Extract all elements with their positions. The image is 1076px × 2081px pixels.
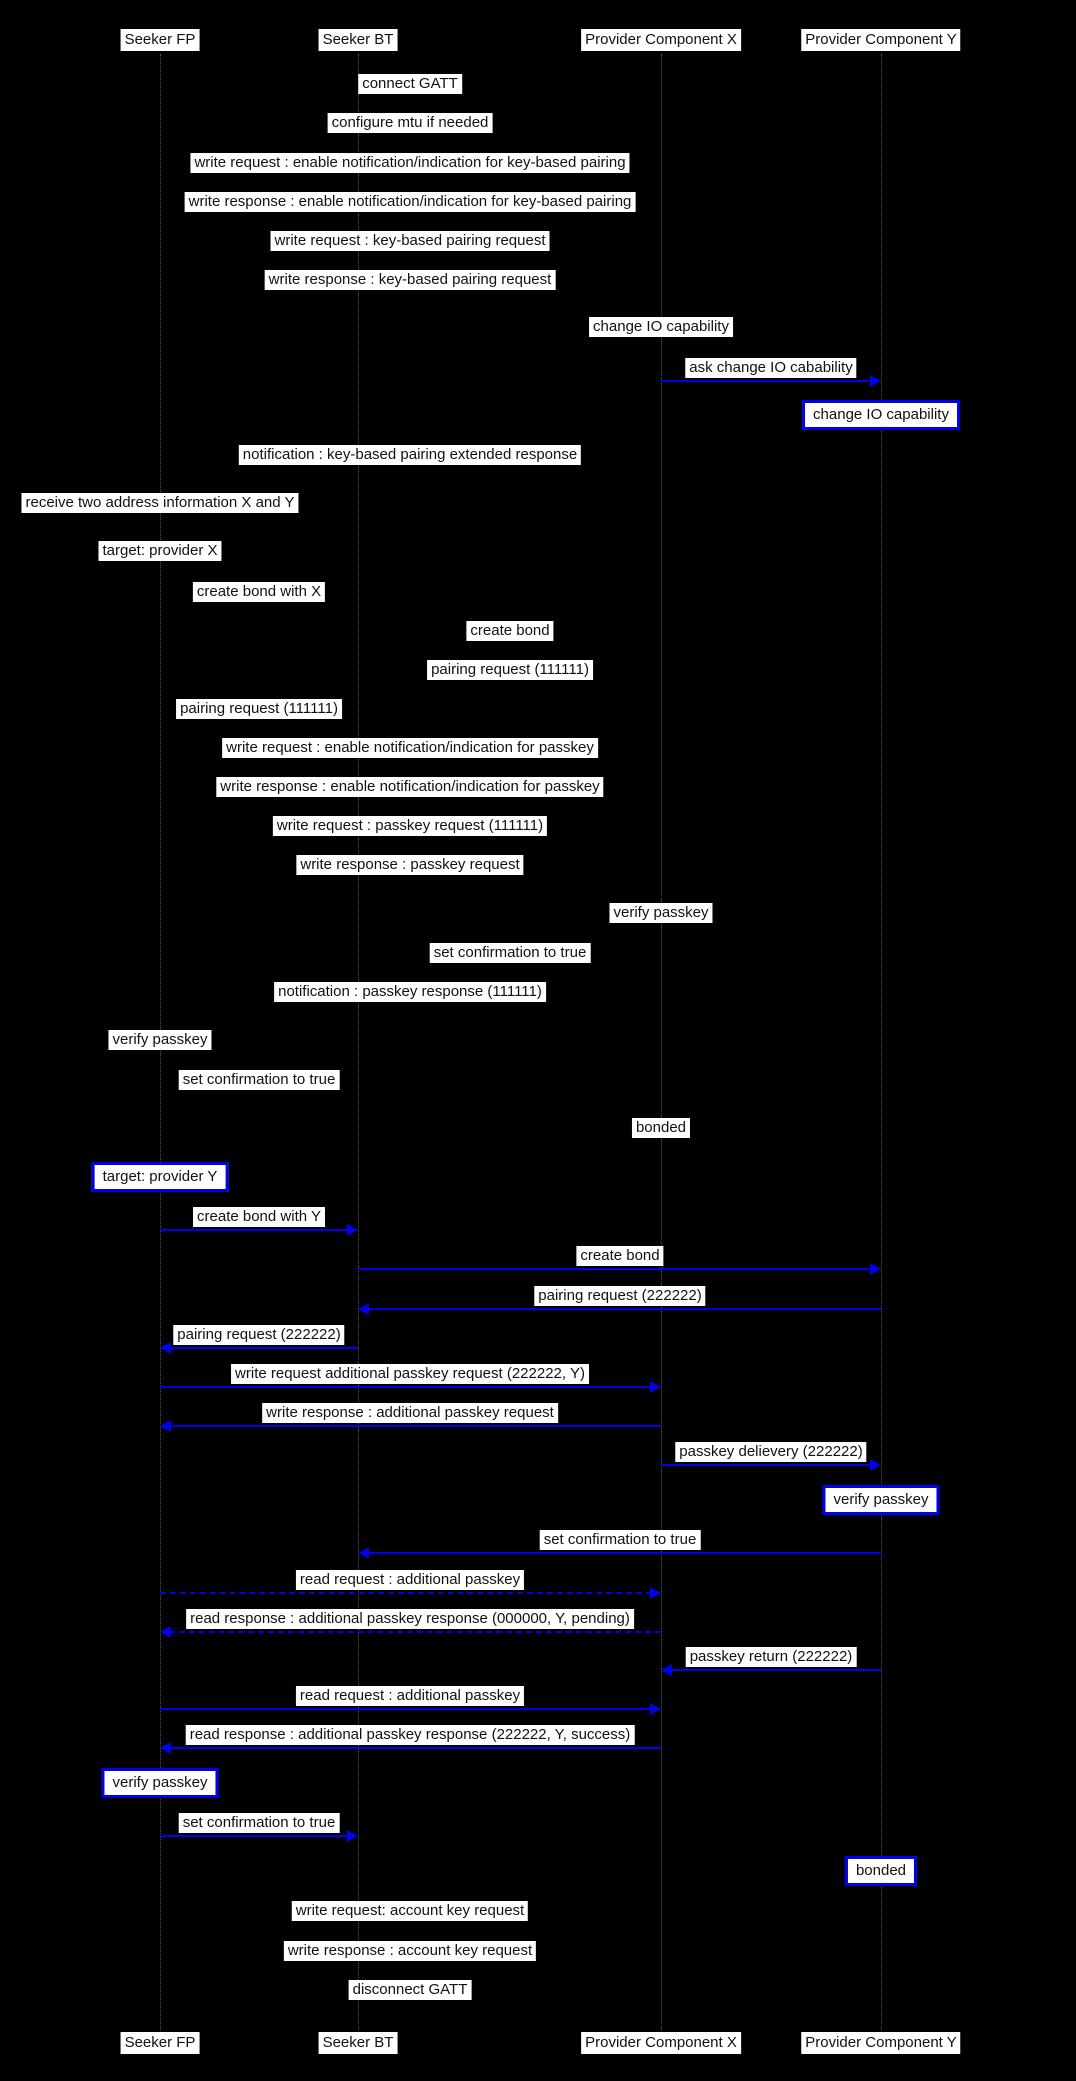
participant-seeker-fp-bottom: Seeker FP	[121, 2032, 200, 2054]
message-set-confirmation-to-true: set confirmation to true	[430, 943, 591, 963]
message-arrowhead-create-bond	[870, 1263, 881, 1275]
participant-provider-component-y-bottom: Provider Component Y	[801, 2032, 960, 2054]
message-arrow-line-ask-change-io-cabability	[661, 380, 872, 382]
message-verify-passkey: verify passkey	[108, 1030, 211, 1050]
message-write-request-passkey-request-111111: write request : passkey request (111111)	[273, 816, 547, 836]
message-change-io-capability: change IO capability	[589, 317, 733, 337]
message-arrow-line-set-confirmation-to-true	[367, 1552, 881, 1554]
message-arrow-line-write-response-additional-passkey-request	[169, 1425, 661, 1427]
message-target-provider-x: target: provider X	[98, 541, 221, 561]
message-passkey-delievery-222222: passkey delievery (222222)	[675, 1442, 866, 1462]
message-configure-mtu-if-needed: configure mtu if needed	[328, 113, 493, 133]
message-verify-passkey: verify passkey	[609, 903, 712, 923]
message-pairing-request-111111: pairing request (111111)	[176, 699, 342, 719]
message-notification-key-based-pairing-extended-response: notification : key-based pairing extended response	[239, 445, 581, 465]
message-set-confirmation-to-true: set confirmation to true	[540, 1530, 701, 1550]
message-arrowhead-read-request-additional-passkey	[650, 1587, 661, 1599]
participant-seeker-fp-top: Seeker FP	[121, 29, 200, 51]
message-create-bond-with-x: create bond with X	[193, 582, 325, 602]
message-arrowhead-passkey-return-222222	[661, 1664, 672, 1676]
message-arrow-line-create-bond	[358, 1268, 872, 1270]
message-arrow-line-passkey-return-222222	[670, 1669, 881, 1671]
participant-seeker-bt-top: Seeker BT	[319, 29, 398, 51]
message-write-response-enable-notification-indication-for-passkey: write response : enable notification/indication for passkey	[216, 777, 603, 797]
message-write-response-enable-notification-indication-for-key-based-pairing: write response : enable notification/indication for key-based pairing	[185, 192, 636, 212]
message-pairing-request-222222: pairing request (222222)	[534, 1286, 705, 1306]
message-receive-two-address-information-x-and-y: receive two address information X and Y	[21, 493, 298, 513]
message-connect-gatt: connect GATT	[358, 74, 462, 94]
message-read-request-additional-passkey: read request : additional passkey	[296, 1686, 524, 1706]
message-read-response-additional-passkey-response-222222-y-success: read response : additional passkey response (222222, Y, success)	[186, 1725, 635, 1745]
message-write-request-additional-passkey-request-222222-y: write request additional passkey request (222222, Y)	[231, 1364, 589, 1384]
message-verify-passkey: verify passkey	[822, 1485, 939, 1515]
message-write-request-enable-notification-indication-for-passkey: write request : enable notification/indication for passkey	[222, 738, 598, 758]
message-passkey-return-222222: passkey return (222222)	[686, 1647, 857, 1667]
message-arrow-line-pairing-request-222222	[169, 1347, 358, 1349]
message-write-request-key-based-pairing-request: write request : key-based pairing request	[271, 231, 550, 251]
message-arrowhead-set-confirmation-to-true	[358, 1547, 369, 1559]
message-write-response-additional-passkey-request: write response : additional passkey request	[262, 1403, 558, 1423]
message-arrow-line-create-bond-with-y	[160, 1229, 349, 1231]
message-arrowhead-pairing-request-222222	[358, 1303, 369, 1315]
message-arrowhead-read-request-additional-passkey	[650, 1703, 661, 1715]
participant-seeker-bt-bottom: Seeker BT	[319, 2032, 398, 2054]
message-change-io-capability: change IO capability	[802, 400, 960, 430]
message-create-bond: create bond	[576, 1246, 663, 1266]
message-arrow-line-read-request-additional-passkey	[160, 1592, 652, 1594]
message-pairing-request-222222: pairing request (222222)	[173, 1325, 344, 1345]
message-arrowhead-set-confirmation-to-true	[347, 1830, 358, 1842]
message-arrow-line-write-request-additional-passkey-request-222222-y	[160, 1386, 652, 1388]
message-arrow-line-set-confirmation-to-true	[160, 1835, 349, 1837]
message-arrow-line-read-response-additional-passkey-response-000000-y-pending	[169, 1631, 661, 1633]
message-write-response-key-based-pairing-request: write response : key-based pairing request	[265, 270, 556, 290]
message-write-request-enable-notification-indication-for-key-based-pairing: write request : enable notification/indication for key-based pairing	[190, 153, 629, 173]
message-arrowhead-read-response-additional-passkey-response-000000-y-pending	[160, 1626, 171, 1638]
message-read-request-additional-passkey: read request : additional passkey	[296, 1570, 524, 1590]
message-arrowhead-passkey-delievery-222222	[870, 1459, 881, 1471]
message-set-confirmation-to-true: set confirmation to true	[179, 1813, 340, 1833]
message-arrow-line-read-response-additional-passkey-response-222222-y-success	[169, 1747, 661, 1749]
message-create-bond-with-y: create bond with Y	[193, 1207, 325, 1227]
message-arrow-line-read-request-additional-passkey	[160, 1708, 652, 1710]
participant-provider-component-x-bottom: Provider Component X	[581, 2032, 741, 2054]
message-target-provider-y: target: provider Y	[92, 1162, 229, 1192]
message-arrowhead-read-response-additional-passkey-response-222222-y-success	[160, 1742, 171, 1754]
message-arrowhead-ask-change-io-cabability	[870, 375, 881, 387]
message-verify-passkey: verify passkey	[101, 1768, 218, 1798]
message-arrow-line-passkey-delievery-222222	[661, 1464, 872, 1466]
message-create-bond: create bond	[466, 621, 553, 641]
message-bonded: bonded	[632, 1118, 690, 1138]
message-write-request-account-key-request: write request: account key request	[292, 1901, 528, 1921]
message-arrowhead-pairing-request-222222	[160, 1342, 171, 1354]
message-pairing-request-111111: pairing request (111111)	[427, 660, 593, 680]
message-arrowhead-write-request-additional-passkey-request-222222-y	[650, 1381, 661, 1393]
message-notification-passkey-response-111111: notification : passkey response (111111)	[274, 982, 546, 1002]
lifeline-provider-component-x	[661, 54, 662, 2030]
participant-provider-component-y-top: Provider Component Y	[801, 29, 960, 51]
message-arrowhead-write-response-additional-passkey-request	[160, 1420, 171, 1432]
message-write-response-account-key-request: write response : account key request	[284, 1941, 536, 1961]
message-read-response-additional-passkey-response-000000-y-pending: read response : additional passkey response (000000, Y, pending)	[186, 1609, 634, 1629]
message-disconnect-gatt: disconnect GATT	[349, 1980, 472, 2000]
message-ask-change-io-cabability: ask change IO cabability	[685, 358, 856, 378]
message-arrow-line-pairing-request-222222	[367, 1308, 881, 1310]
message-bonded: bonded	[845, 1856, 917, 1886]
participant-provider-component-x-top: Provider Component X	[581, 29, 741, 51]
lifeline-provider-component-y	[881, 54, 882, 2030]
message-write-response-passkey-request: write response : passkey request	[296, 855, 523, 875]
message-arrowhead-create-bond-with-y	[347, 1224, 358, 1236]
message-set-confirmation-to-true: set confirmation to true	[179, 1070, 340, 1090]
